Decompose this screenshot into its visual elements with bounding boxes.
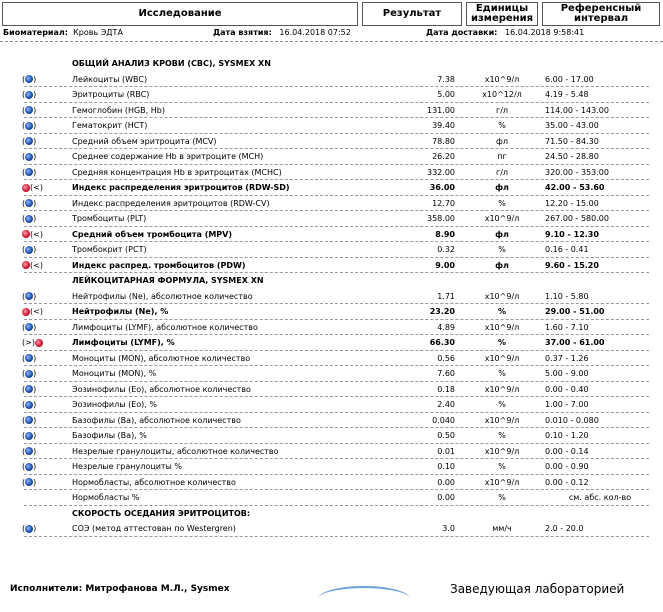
row-name: Базофилы (Ba), абсолютное количество [72,415,241,425]
row-result: 3.0 [442,524,455,533]
delivered-label: Дата доставки: [426,28,498,37]
blue-dot-icon [25,401,33,409]
row-name: Моноциты (MON), % [72,369,157,378]
paren-close: ) [33,136,37,146]
row-result: 0.10 [437,462,455,471]
row-ref: 0.00 - 0.12 [545,477,589,487]
row-result: 8.90 [435,229,455,239]
paren-open: ( [22,167,26,177]
table-row [0,258,663,274]
taken-value: 16.04.2018 07:52 [279,28,351,37]
row-name: Эозинофилы (Eo), абсолютное количество [72,384,251,394]
paren-close: ) [33,384,37,394]
paren-open: ( [22,446,26,456]
row-unit: % [498,400,506,409]
stamp-icon [318,586,410,612]
row-unit: % [497,307,506,316]
blue-dot-icon [25,292,33,300]
table-row [0,149,663,165]
row-ref: 12.20 - 15.00 [545,198,599,208]
red-dot-icon [22,308,30,316]
row-result: 4.89 [437,322,455,332]
paren-close: ) [33,400,37,409]
row-result: 0.50 [437,431,455,440]
row-unit: % [497,338,506,347]
normal-indicator-icon [22,289,50,305]
paren-close: ) [33,152,37,161]
header-units [466,2,538,26]
row-result: 7.38 [437,74,455,84]
row-result: 5.00 [437,90,455,99]
normal-indicator-icon [22,382,50,398]
header-test-label: Исследование [138,8,222,19]
row-result: 332.00 [427,167,455,177]
normal-indicator-icon [22,134,50,150]
row-unit: x10^9/л [484,322,520,332]
row-ref: 5.00 - 9.00 [545,369,589,378]
table-row [0,413,663,429]
row-ref: 320.00 - 353.00 [545,167,609,177]
paren-open: ( [22,415,26,425]
row-unit: % [498,198,506,208]
row-ref: 1.60 - 7.10 [545,322,589,332]
header-ref [542,2,660,26]
normal-indicator-icon [22,103,50,119]
table-row [0,242,663,258]
row-ref: 71.50 - 84.30 [545,136,599,146]
table-row [0,320,663,336]
high-indicator-icon [22,335,50,351]
normal-indicator-icon [22,366,50,382]
row-name: Тромбокрит (PCT) [72,245,147,254]
row-result: 2.40 [437,400,455,409]
row-unit: x10^9/л [484,74,520,84]
paren-close: ) [33,524,37,533]
row-unit: фл [495,260,509,270]
row-ref: 1.10 - 5.80 [545,291,589,301]
row-result: 131.00 [427,105,455,115]
row-result: 66.30 [429,338,455,347]
row-name: Нейтрофилы (Ne), % [72,307,169,316]
low-glyph: (<) [30,229,43,239]
taken-label: Дата взятия: [213,28,272,37]
paren-close: ) [33,477,37,487]
row-unit: x10^9/л [484,353,520,363]
blue-dot-icon [25,354,33,362]
normal-indicator-icon [22,196,50,212]
row-name: Гематокрит (HCT) [72,121,148,130]
paren-open: ( [22,369,26,378]
table-row [0,475,663,491]
blue-dot-icon [25,370,33,378]
paren-close: ) [33,291,37,301]
paren-open: ( [22,136,26,146]
row-result: 1.71 [437,291,455,301]
normal-indicator-icon [22,118,50,134]
row-name: Незрелые гранулоциты, абсолютное количество [72,446,279,456]
meta-delivered [426,28,584,37]
normal-indicator-icon [22,165,50,181]
row-result: 12.70 [432,198,455,208]
paren-close: ) [33,245,37,254]
table-row [0,180,663,196]
row-unit: x10^9/л [484,214,520,223]
paren-open: ( [22,74,26,84]
row-unit: фл [495,183,509,192]
table-row [0,366,663,382]
row-ref: 0.00 - 0.40 [545,384,589,394]
normal-indicator-icon [22,72,50,88]
table-row [0,459,663,475]
paren-close: ) [33,167,37,177]
row-result: 9.00 [435,260,455,270]
row-name: Средний объем эритроцита (MCV) [72,136,217,146]
row-result: 23.20 [429,307,455,316]
row-result: 0.32 [437,245,455,254]
row-ref: 9.10 - 12.30 [545,229,599,239]
row-name: ЛЕЙКОЦИТАРНАЯ ФОРМУЛА, SYSMEX XN [72,276,264,285]
row-name: Нормобласты, абсолютное количество [72,477,236,487]
normal-indicator-icon [22,320,50,336]
row-result: 0.00 [437,493,455,502]
table-row [0,335,663,351]
no-indicator [22,490,50,506]
table-row [0,289,663,305]
red-dot-icon [22,184,30,192]
row-name: Индекс распред. тромбоцитов (PDW) [72,260,246,270]
meta-taken [213,28,351,37]
row-ref: 114.00 - 143.00 [545,105,609,115]
row-result: 39.40 [432,121,455,130]
row-ref: 0.00 - 0.90 [545,462,589,471]
blue-dot-icon [25,432,33,440]
normal-indicator-icon [22,351,50,367]
red-dot-icon [35,339,43,347]
low-glyph: (<) [30,307,43,316]
row-unit: % [498,369,506,378]
row-unit: x10^9/л [484,291,520,301]
table-row [0,382,663,398]
header-result [362,2,462,26]
row-unit: % [498,493,506,502]
paren-close: ) [33,214,37,223]
row-name: Индекс распределения эритроцитов (RDW-SD) [72,183,290,192]
low-indicator-icon [22,180,50,196]
row-name: Средний объем тромбоцита (MPV) [72,229,233,239]
row-ref: 267.00 - 580.00 [545,214,609,223]
row-name: СОЭ (метод аттестован по Westergren) [72,524,236,533]
row-ref: 0.16 - 0.41 [545,245,589,254]
blue-dot-icon [25,91,33,99]
paren-open: ( [22,214,26,223]
row-ref: 42.00 - 53.60 [545,183,605,192]
biomaterial-label: Биоматериал: [3,28,68,37]
row-unit: % [498,245,506,254]
lab-head: Заведующая лабораторией [450,582,625,596]
row-name: Лимфоциты (LYMF), абсолютное количество [72,322,258,332]
table-row [0,428,663,444]
row-name: Среднее содержание Hb в эритроците (MCH) [72,152,264,161]
paren-close: ) [33,353,37,363]
blue-dot-icon [25,463,33,471]
paren-close: ) [33,431,37,440]
table-row [0,165,663,181]
header-units-line1: Единицы [475,3,529,14]
blue-dot-icon [25,416,33,424]
row-unit: г/л [495,167,508,177]
row-ref: 2.0 - 20.0 [545,524,584,533]
paren-close: ) [33,462,37,471]
header-units-line2: измерения [470,13,534,24]
row-ref: 6.00 - 17.00 [545,74,594,84]
row-ref: 29.00 - 51.00 [545,307,605,316]
row-unit: мм/ч [492,524,512,533]
paren-open: ( [22,198,26,208]
row-ref: 24.50 - 28.80 [545,152,599,161]
low-glyph: (<) [30,183,43,192]
blue-dot-icon [25,323,33,331]
paren-open: ( [22,524,26,533]
normal-indicator-icon [22,397,50,413]
row-unit: x10^9/л [484,446,520,456]
section-header [0,273,663,289]
blue-dot-icon [25,447,33,455]
row-result: 0.56 [437,353,455,363]
normal-indicator-icon [22,149,50,165]
paren-close: ) [33,121,37,130]
blue-dot-icon [25,137,33,145]
header-test [2,2,358,26]
row-ref: 35.00 - 43.00 [545,121,599,130]
row-result: 78.80 [432,136,455,146]
normal-indicator-icon [22,242,50,258]
row-unit: % [498,431,506,440]
paren-open: ( [22,384,26,394]
paren-open: ( [22,121,26,130]
row-name: Нейтрофилы (Ne), абсолютное количество [72,291,253,301]
row-name: Базофилы (Ba), % [72,431,147,440]
row-ref: 0.37 - 1.26 [545,353,589,363]
row-unit: % [498,462,506,471]
row-name: Нормобласты % [72,493,140,502]
blue-dot-icon [25,215,33,223]
row-result: 358.00 [427,214,455,223]
normal-indicator-icon [22,87,50,103]
paren-close: ) [33,198,37,208]
row-result: 26.20 [432,152,455,161]
row-unit: x10^9/л [484,477,520,487]
table-row [0,72,663,88]
normal-indicator-icon [22,521,50,537]
row-unit: фл [495,229,509,239]
header-result-label: Результат [382,8,442,19]
biomaterial-value: Кровь ЭДТА [73,28,123,37]
row-unit: x10^9/л [484,415,520,425]
meta-divider [0,41,663,42]
table-row [0,397,663,413]
header-ref-line2: интервал [573,13,629,24]
paren-close: ) [33,369,37,378]
blue-dot-icon [25,385,33,393]
delivered-value: 16.04.2018 9:58:41 [505,28,585,37]
paren-close: ) [33,90,37,99]
paren-close: ) [33,446,37,456]
paren-open: ( [22,400,26,409]
row-unit: % [498,121,506,130]
blue-dot-icon [25,122,33,130]
row-unit: фл [496,136,508,146]
table-row [0,444,663,460]
low-indicator-icon [22,258,50,274]
row-result: 7.60 [437,369,455,378]
row-name: Незрелые гранулоциты % [72,462,183,471]
paren-open: ( [22,152,26,161]
normal-indicator-icon [22,459,50,475]
row-name: Тромбоциты (PLT) [72,214,147,223]
header-ref-line1: Референсный [560,3,642,14]
row-ref: 1.00 - 7.00 [545,400,589,409]
row-result: 0.18 [437,384,455,394]
red-dot-icon [22,261,30,269]
row-unit: г/л [495,105,508,115]
row-unit: пг [497,152,507,161]
row-result: 36.00 [429,183,455,192]
paren-open: ( [22,245,26,254]
table-row [0,490,663,506]
section-header [0,56,663,72]
row-name: Лимфоциты (LYMF), % [72,338,175,347]
row-ref: 0.10 - 1.20 [545,431,589,440]
row-ref: 9.60 - 15.20 [545,260,599,270]
row-name: Средняя концентрация Hb в эритроцитах (MCHC) [72,167,282,177]
normal-indicator-icon [22,475,50,491]
low-indicator-icon [22,304,50,320]
row-name: СКОРОСТЬ ОСЕДАНИЯ ЭРИТРОЦИТОВ: [72,508,251,518]
performers: Исполнители: Митрофанова М.Л., Sysmex [10,584,230,594]
row-name: Эозинофилы (Eo), % [72,400,157,409]
blue-dot-icon [25,478,33,486]
paren-close: ) [33,105,37,115]
low-indicator-icon [22,227,50,243]
row-result: 0.00 [437,477,455,487]
blue-dot-icon [25,199,33,207]
table-row [0,211,663,227]
paren-close: ) [33,74,37,84]
red-dot-icon [22,230,30,238]
row-result: 0.01 [437,446,455,456]
blue-dot-icon [25,525,33,533]
table-row [0,87,663,103]
high-glyph: (>) [22,338,35,347]
row-ref: 37.00 - 61.00 [545,338,605,347]
low-glyph: (<) [30,260,43,270]
row-result: 0.040 [432,415,455,425]
paren-close: ) [33,322,37,332]
row-name: Лейкоциты (WBC) [72,74,148,84]
meta-biomaterial [3,28,123,37]
normal-indicator-icon [22,211,50,227]
table-row [0,227,663,243]
paren-open: ( [22,477,26,487]
blue-dot-icon [25,75,33,83]
normal-indicator-icon [22,413,50,429]
blue-dot-icon [25,246,33,254]
row-ref: см. абс. кол-во [568,493,632,502]
row-unit: x10^9/л [484,384,520,394]
paren-open: ( [22,462,26,471]
blue-dot-icon [25,153,33,161]
row-name: Эритроциты (RBC) [72,90,150,99]
normal-indicator-icon [22,444,50,460]
table-row [0,134,663,150]
blue-dot-icon [25,106,33,114]
section-header [0,506,663,522]
paren-open: ( [22,90,26,99]
row-unit: x10^12/л [482,90,522,99]
row-name: Индекс распределения эритроцитов (RDW-CV) [72,198,270,208]
table-row [0,521,663,537]
paren-open: ( [22,353,26,363]
paren-open: ( [22,322,26,332]
normal-indicator-icon [22,428,50,444]
paren-close: ) [33,415,37,425]
row-name: ОБЩИЙ АНАЛИЗ КРОВИ (CBC), SYSMEX XN [72,59,271,68]
paren-open: ( [22,105,26,115]
paren-open: ( [22,291,26,301]
table-row [0,118,663,134]
row-ref: 0.010 - 0.080 [545,415,599,425]
row-ref: 0.00 - 0.14 [545,446,589,456]
row-name: Гемоглобин (HGB, Hb) [72,105,165,115]
table-row [0,103,663,119]
row-ref: 4.19 - 5.48 [545,90,589,99]
blue-dot-icon [25,168,33,176]
row-name: Моноциты (MON), абсолютное количество [72,353,251,363]
table-row [0,196,663,212]
table-row [0,304,663,320]
table-row [0,351,663,367]
paren-open: ( [22,431,26,440]
